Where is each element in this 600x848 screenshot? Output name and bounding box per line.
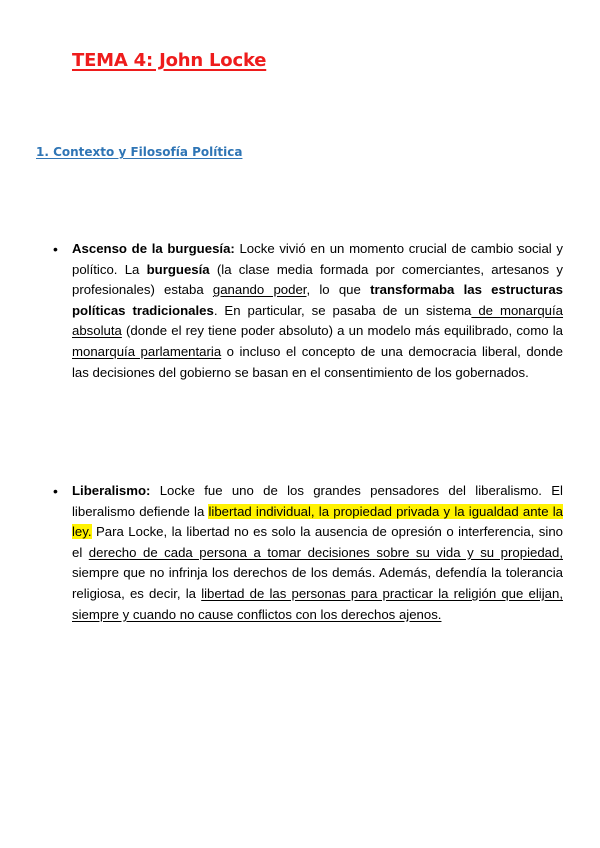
text: Locke fue uno de los grandes pensadores del liberalismo. El liberalismo defiende la — [72, 483, 563, 519]
text: (donde el rey tiene poder absoluto) a un modelo más equilibrado, como la — [121, 323, 563, 339]
bullet-dot: • — [53, 483, 58, 499]
text: , lo que — [306, 282, 371, 298]
term-label: Liberalismo: — [72, 483, 151, 498]
text: o incluso el concepto de una democracia liberal, donde las decisiones del gobierno se basan en el consentimiento de los gobernados. — [72, 343, 563, 380]
paragraph-burguesia — [72, 239, 563, 383]
bullet-dot: • — [53, 241, 58, 257]
bold-term: burguesía — [146, 261, 210, 277]
underlined-text: derecho de cada persona a tomar decisiones sobre su vida y su propiedad, — [88, 544, 563, 560]
text: siempre que no infrinja los derechos de los demás. Además, defendía la tolerancia religiosa, es decir, la — [72, 565, 563, 601]
underlined-text: libertad de las personas para practicar la religión que elijan, siempre y cuando no cause conflictos con los derechos ajenos. — [72, 585, 563, 622]
highlighted-text: libertad individual, la propiedad privada y la igualdad ante la ley. — [72, 503, 563, 540]
text: . En particular, se pasaba de un sistema — [213, 302, 472, 318]
underlined-text: de monarquía absoluta — [72, 302, 564, 339]
text: Locke vivió en un momento crucial de cambio social y político. La — [72, 241, 563, 277]
text: Para Locke, la libertad no es solo la ausencia de opresión o interferencia, sino el — [72, 524, 563, 560]
paragraph-liberalismo — [72, 481, 563, 625]
section-heading: 1. Contexto y Filosofía Política — [36, 145, 243, 159]
term-label: Ascenso de la burguesía: — [72, 241, 235, 256]
underlined-text: monarquía parlamentaria — [72, 343, 222, 359]
text: (la clase media formada por comerciantes, artesanos y profesionales) estaba — [72, 261, 563, 298]
underlined-text: ganando poder — [212, 282, 307, 298]
bold-term: transformaba las estructuras políticas tradicionales — [72, 282, 563, 318]
page-title: TEMA 4: John Locke — [72, 50, 267, 71]
